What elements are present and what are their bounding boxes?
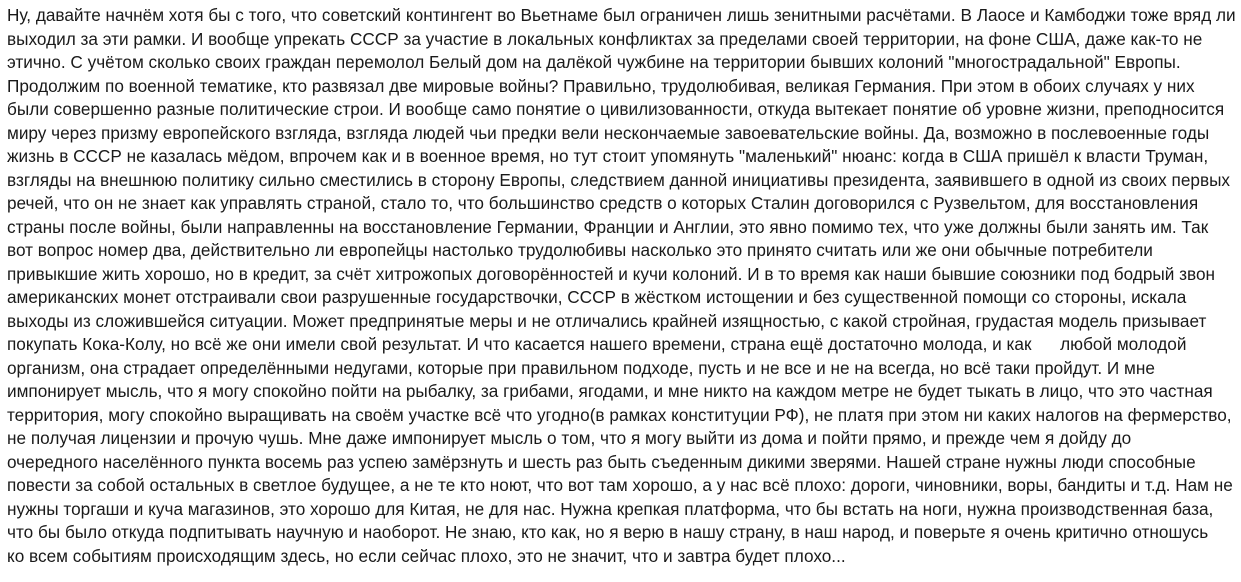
text-line: не получая лицензии и прочую чушь. Мне даже импонирует мысль о том, что я могу выйти из дома и пойти прямо, и прежде чем я дойду до [7,428,1132,448]
text-line: речей, что он не знает как управлять страной, стало то, что большинство средств о которых Сталин договорился с Рузвельтом, для восстановления [7,193,1199,213]
text-line: Ну, давайте начнём хотя бы с того, что советский контингент во Вьетнаме был ограничен лишь зенитными расчётами. В Лаосе и Камбоджи тоже вряд ли [7,5,1236,25]
text-line: что бы было откуда подпитывать научную и наоборот. Не знаю, кто как, но я верю в нашу страну, в наш народ, и поверьте я очень критично отношусь [7,522,1209,542]
text-line: американских монет отстраивали свои разрушенные государствочки, СССР в жёстком истощении и без существенной помощи со стороны, искала [7,287,1187,307]
text-line: нужны торгаши и куча магазинов, это хорошо для Китая, не для нас. Нужна крепкая платформа, что бы встать на ноги, нужна производственная база, [7,498,1214,519]
text-line: привыкшие жить хорошо, но в кредит, за счёт хитрожопых договорённостей и кучи колоний. И в то время как наши бывшие союзники под бодрый звон [7,263,1216,284]
text-line: покупать Кока-Колу, но всё же они имели свой результат. И что касается нашего времени, страна ещё достаточно молода, и как любой молодой [7,334,1187,354]
text-line: организм, она страдает определёнными недугами, которые при правильном подходе, пусть и не все и не на всегда, но всё таки пройдут. И мне [7,357,1155,378]
text-line: миру через призму европейского взгляда, взгляда людей чьи предки вели нескончаемые завоевательские войны. Да, возможно в послевоенные годы [7,122,1210,143]
text-line: жизнь в СССР не казалась мёдом, впрочем как и в военное время, но тут стоит упомянуть "маленький" нюанс: когда в США пришёл к власти Труман, [7,146,1209,166]
text-line: страны после войны, были направленны на восстановление Германии, Франции и Англии, это явно помимо тех, что уже должны были занять им. Так [7,216,1209,237]
text-line: ко всем событиям происходящим здесь, но если сейчас плохо, это не значит, что и завтра будет плохо... [7,545,846,566]
text-line: повести за собой остальных в светлое будущее, а не те кто ноют, что вот там хорошо, а у нас всё плохо: дороги, чиновники, воры, бандиты и т.д. Нам не [7,475,1233,495]
text-line: взгляды на внешнюю политику сильно сместились в сторону Европы, следствием данной инициативы президента, заявившего в одной из своих первых [7,169,1231,190]
text-line: выходы из сложившейся ситуации. Может предпринятые меры и не отличались крайней изящностью, с какой стройная, грудастая модель призывает [7,310,1207,331]
text-line: выходил за эти рамки. И вообще упрекать СССР за участие в локальных конфликтах за пределами своей территории, на фоне США, даже как-то не [7,28,1203,49]
text-line: территория, могу спокойно выращивать на своём участке всё что угодно(в рамках конституции РФ), не платя при этом ни каких налогов на фермерство, [7,404,1232,425]
text-line: этично. С учётом сколько своих граждан перемолол Белый дом на далёкой чужбине на территории бывших колоний "многострадальной" Европы. [7,52,1181,72]
text-line: импонирует мысль, что я могу спокойно пойти на рыбалку, за грибами, ягодами, и мне никто на каждом метре не будет тыкать в лицо, что это частная [7,381,1213,401]
text-line: очередного населённого пункта восемь раз успею замёрзнуть и шесть раз быть съеденным дикими зверями. Нашей стране нужны люди способные [7,451,1196,472]
text-line: были совершенно разные политические строи. И вообще само понятие о цивилизованности, откуда вытекает понятие об уровне жизни, преподносится [7,99,1225,119]
document-text-block [7,4,1239,568]
text-line: вот вопрос номер два, действительно ли европейцы настолько трудолюбивы насколько это принято считать или же они обычные потребители [7,240,1153,260]
text-line: Продолжим по военной тематике, кто развязал две мировые войны? Правильно, трудолюбивая, великая Германия. При этом в обоих случаях у них [7,75,1195,96]
